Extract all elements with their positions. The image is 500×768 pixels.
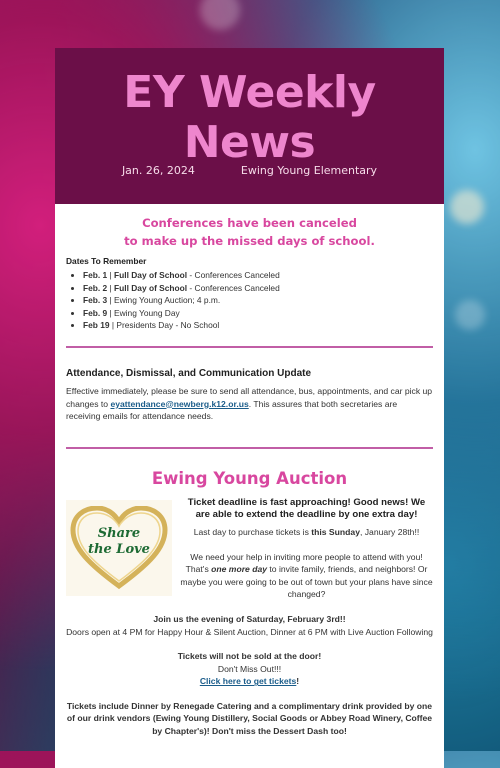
invite-text: We need your help in inviting more people to attend with you! That's one more day to invite family, friends, and neighbors! Or maybe you were going to be out of town but your plans have since changed? <box>180 551 433 600</box>
ticket-link-row: Click here to get tickets! <box>199 676 300 687</box>
event-date-text: Join us the evening of Saturday, February 3rd!! <box>153 613 346 624</box>
newsletter-body <box>55 204 444 738</box>
deadline-headline: Ticket deadline is fast approaching! Good news! We are able to extend the deadline by one extra day! <box>187 496 426 521</box>
doors-open-text: Doors open at 4 PM for Happy Hour & Silent Auction, Dinner at 6 PM with Live Auction Following <box>66 626 433 637</box>
issue-date: Jan. 26, 2024 <box>121 164 195 177</box>
section-divider <box>66 346 433 348</box>
newsletter-header <box>55 48 444 204</box>
attendance-heading: Attendance, Dismissal, and Communication Update <box>66 367 312 379</box>
sticker-words: Share the Love <box>88 525 150 557</box>
dates-heading: Dates To Remember <box>66 256 147 266</box>
conference-notice-line-1: Conferences have been canceled <box>142 216 357 230</box>
share-the-love-image <box>66 500 172 596</box>
dont-miss-text: Don't Miss Out!!! <box>217 663 282 674</box>
list-item: • Feb. 3 | Ewing Young Auction; 4 p.m. <box>83 294 433 307</box>
auction-title: Ewing Young Auction <box>151 468 348 488</box>
dates-list <box>66 269 433 332</box>
list-item: • Feb. 2 | Full Day of School - Conferences Canceled <box>83 282 433 295</box>
background-bokeh-1 <box>200 0 240 30</box>
conference-notice-line-2: to make up the missed days of school. <box>124 234 375 248</box>
last-day-text: Last day to purchase tickets is this Sunday, January 28th!! <box>193 526 420 537</box>
list-item: • Feb. 9 | Ewing Young Day <box>83 307 433 320</box>
background-bokeh-3 <box>455 300 485 330</box>
background-bokeh-2 <box>450 190 484 224</box>
conference-notice <box>66 214 433 250</box>
get-tickets-link[interactable]: Click here to get tickets <box>199 676 297 687</box>
list-item: • Feb 19 | Presidents Day - No School <box>83 319 433 332</box>
newsletter-card <box>55 48 444 768</box>
auction-intro <box>66 498 433 601</box>
ticket-includes-text: Tickets include Dinner by Renegade Catering and a complimentary drink provided by one of our drink vendors (Ewing Young Distillery, Social Goods or Abbey Road Winery, Coffee by Chapter's)! Don't miss the Dessert Dash too! <box>66 700 433 737</box>
section-divider <box>66 447 433 449</box>
list-item: • Feb. 1 | Full Day of School - Conferences Canceled <box>83 269 433 282</box>
attendance-text: Effective immediately, please be sure to send all attendance, bus, appointments, and car pick up changes to eyattendance@newberg.k12.or.us. This assures that both secretaries are receiving emails for attendance needs. <box>66 385 433 422</box>
header-meta <box>55 164 444 177</box>
newsletter-title: EY Weekly News <box>123 67 376 168</box>
school-name: Ewing Young Elementary <box>240 164 378 177</box>
auction-details <box>172 498 433 601</box>
no-door-sales-text: Tickets will not be sold at the door! <box>177 651 322 662</box>
attendance-email-link[interactable]: eyattendance@newberg.k12.or.us <box>110 398 249 409</box>
